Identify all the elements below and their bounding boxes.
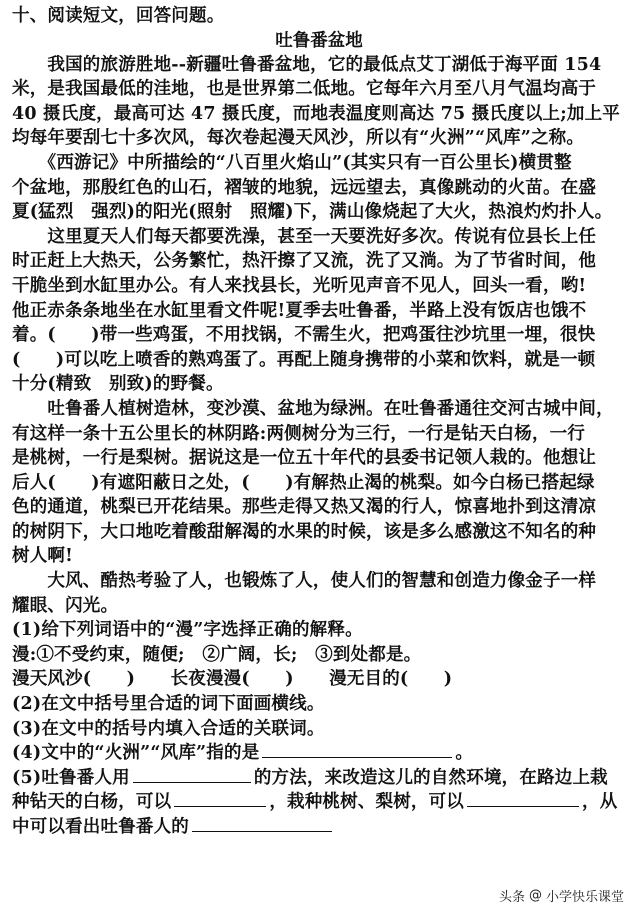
passage-line: 个盆地，那殷红色的山石，褶皱的地貌，远远望去，真像跳动的火苗。在盛: [12, 177, 597, 198]
question-5-text: 的方法，来改造这儿的自然环境，在路边上栽: [253, 767, 608, 788]
passage-line: 夏(猛烈 强烈)的阳光(照射 照耀)下，满山像烧起了大火，热浪灼灼扑人。: [12, 202, 613, 223]
questions: [12, 618, 626, 839]
section-heading: 十、阅读短文，回答问题。: [12, 6, 225, 26]
passage-line: 我国的旅游胜地--新疆吐鲁番盆地，它的最低点艾丁湖低于海平面 154: [12, 54, 602, 75]
passage-line: 着。( )带一些鸡蛋，不用找锅，不需生火，把鸡蛋往沙坑里一埋，很快: [12, 325, 596, 346]
passage-line: 后人( )有遮阳蔽日之处，( )有解热止渴的桃梨。如今白杨已搭起绿: [12, 472, 595, 493]
passage-line: 吐鲁番人植树造林，变沙漠、盆地为绿洲。在吐鲁番通往交河古城中间，: [12, 398, 614, 419]
passage-line: 干脆坐到水缸里办公。有人来找县长，光听见声音不见人，回头一看，哟!: [12, 275, 587, 296]
passage-line: 树人啊!: [12, 546, 73, 567]
passage-title: 吐鲁番盆地: [275, 30, 363, 51]
question-1-words: 漫天风沙( ) 长夜漫漫( ) 漫无目的( ): [12, 669, 453, 690]
question-5-line-2: [12, 790, 626, 815]
answer-blank[interactable]: [262, 756, 452, 758]
at-icon: @: [528, 888, 542, 903]
passage-line: 有这样一条十五公里长的林阴路:两侧树分为三行，一行是钻天白杨，一行: [12, 423, 586, 444]
question-4-end: 。: [455, 743, 474, 764]
question-3: (3)在文中的括号内填入合适的关联词。: [12, 718, 325, 739]
question-5-text: ，从: [582, 792, 618, 813]
passage-line: 这里夏天人们每天都要洗澡，甚至一天要洗好多次。传说有位县长上任: [12, 226, 597, 247]
question-5-text: 中可以看出吐鲁番人的: [12, 817, 189, 837]
passage-line: 十分(精致 别致)的野餐。: [12, 374, 224, 395]
answer-blank[interactable]: [174, 805, 266, 807]
question-5-line-3: [12, 815, 626, 840]
passage-line: 他正赤条条地坐在水缸里看文件呢!夏季去吐鲁番，半路上没有饭店也饿不: [12, 300, 587, 321]
watermark-brand: 头条: [498, 890, 525, 905]
passage-line: 大风、酷热考验了人，也锻炼了人，使人们的智慧和创造力像金子一样: [12, 571, 597, 592]
answer-blank[interactable]: [192, 830, 332, 832]
passage-body: [12, 53, 626, 619]
question-5-line-1: [12, 766, 626, 791]
question-5-text: (5)吐鲁番人用: [12, 767, 130, 788]
passage-line: 耀眼、闪光。: [12, 595, 119, 616]
watermark-account: 小学快乐课堂: [545, 890, 624, 905]
passage-line: ( )可以吃上喷香的熟鸡蛋了。再配上随身携带的小菜和饮料，就是一顿: [12, 349, 596, 370]
passage-line: 40 摄氏度，最高可达 47 摄氏度，而地表温度则高达 75 摄氏度以上;加上平: [12, 103, 620, 124]
answer-blank[interactable]: [133, 781, 251, 783]
question-5-text: 种钻天的白杨，可以: [12, 792, 172, 813]
question-4: [12, 741, 626, 766]
answer-blank[interactable]: [467, 805, 579, 807]
question-5-text: ，栽种桃树、梨树，可以: [269, 792, 465, 813]
passage-line: 米，是我国最低的洼地，也是世界第二低地。它每年六月至八月气温均高于: [12, 79, 597, 100]
question-4-text: (4)文中的“火洲”“风库”指的是: [12, 743, 260, 764]
passage-line: 《西游记》中所描绘的“八百里火焰山”(其实只有一百公里长)横贯整: [12, 152, 572, 173]
watermark: [499, 886, 624, 905]
passage-line: 色的通道，桃梨已开花结果。那些走得又热又渴的行人，惊喜地扑到这清凉: [12, 497, 597, 518]
question-2: (2)在文中括号里合适的词下面画横线。: [12, 694, 325, 715]
passage-line: 是桃树，一行是梨树。据说这是一位五十年代的县委书记领人栽的。他想让: [12, 448, 597, 469]
passage-line: 的树阴下，大口地吃着酸甜解渴的水果的时候，该是多么感激这不知名的种: [12, 521, 597, 542]
question-1-definitions: 漫:①不受约束，随便; ②广阔，长; ③到处都是。: [12, 644, 422, 665]
passage-line: 时正赶上大热天，公务繁忙，热汗擦了又流，洗了又淌。为了节省时间，他: [12, 251, 597, 272]
question-1: (1)给下列词语中的“漫”字选择正确的解释。: [12, 620, 363, 641]
passage-line: 均每年要刮七十多次风，每次卷起漫天风沙，所以有“火洲”“风库”之称。: [12, 128, 585, 149]
